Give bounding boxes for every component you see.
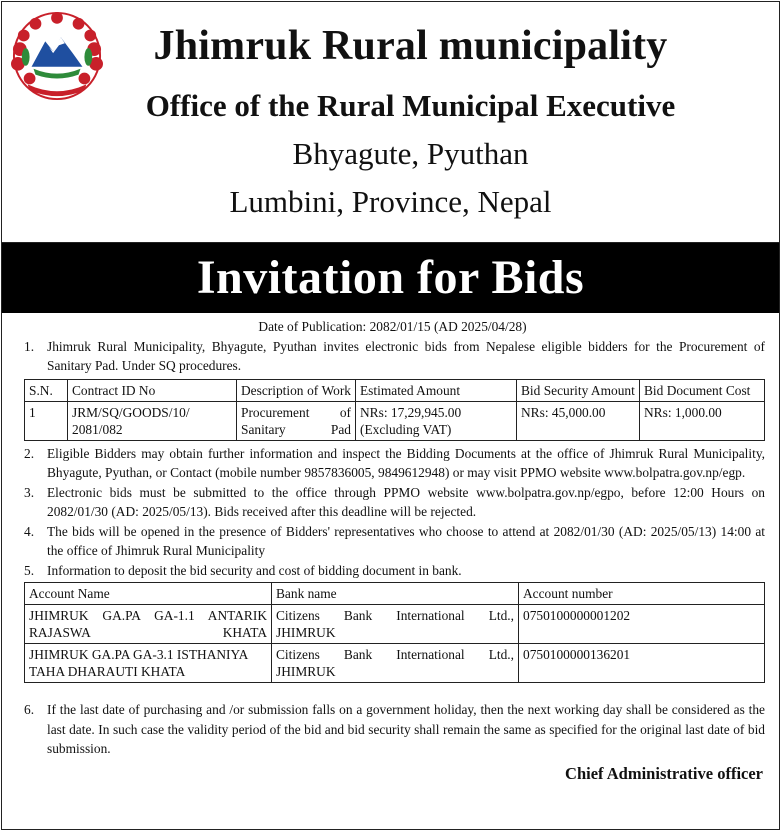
municipality-title: Jhimruk Rural municipality	[153, 23, 668, 69]
cell-account-name: JHIMRUK GA.PA GA-3.1 ISTHANIYA TAHA DHARAUTI KHATA	[25, 644, 272, 683]
province-line: Lumbini, Province, Nepal	[229, 184, 552, 219]
cell-cost: NRs: 1,000.00	[640, 401, 765, 440]
header	[2, 2, 779, 243]
point-3: 3. Electronic bids must be submitted to the office through PPMO website www.bolpatra.gov.np/egpo, before 12:00 Hours on 2082/01/30 (AD: 2025/05/13). Bids received after this deadline will be rejected.	[24, 484, 765, 519]
publication-date: Date of Publication: 2082/01/15 (AD 2025/04/28)	[258, 319, 527, 334]
bid-table	[24, 379, 765, 441]
column-header: Bank name	[272, 583, 519, 605]
cell-account-number: 0750100000001202	[519, 605, 765, 644]
column-header: Bid Security Amount	[517, 379, 640, 401]
column-header: Bid Document Cost	[640, 379, 765, 401]
column-header: Account Name	[25, 583, 272, 605]
bank-table	[24, 582, 765, 683]
cell-description: Procurement of Sanitary Pad	[237, 401, 356, 440]
cell-account-number: 0750100000136201	[519, 644, 765, 683]
notice-page	[1, 1, 780, 830]
cell-security: NRs: 45,000.00	[517, 401, 640, 440]
table-header-row	[25, 583, 765, 605]
cell-sn: 1	[25, 401, 68, 440]
point-1: 1. Jhimruk Rural Municipality, Bhyagute, Pyuthan invites electronic bids from Nepalese eligible bidders for the Procurement of Sanitary Pad. Under SQ procedures.	[24, 338, 765, 373]
column-header: S.N.	[25, 379, 68, 401]
address-line: Bhyagute, Pyuthan	[292, 136, 529, 171]
cell-account-name: JHIMRUK GA.PA GA-1.1 ANTARIK RAJASWA KHATA	[25, 605, 272, 644]
column-header: Estimated Amount	[356, 379, 517, 401]
signature: Chief Administrative officer	[565, 763, 763, 783]
cell-estimated: NRs: 17,29,945.00 (Excluding VAT)	[356, 401, 517, 440]
column-header: Contract ID No	[68, 379, 237, 401]
point-6: 6. If the last date of purchasing and /or submission falls on a government holiday, then the next working day shall be considered as the last date. In such case the validity period of the bid and bid security shall remain the same as specified for the original last date of bid submission.	[24, 702, 765, 756]
table-row	[25, 401, 765, 440]
column-header: Account number	[519, 583, 765, 605]
table-row	[25, 644, 765, 683]
notice-body	[2, 313, 779, 783]
point-2: 2. Eligible Bidders may obtain further information and inspect the Bidding Documents at the office of Jhimruk Rural Municipality, Bhyagute, Pyuthan, or Contact (mobile number 9857836005, 9849612948) or may visit PPMO website www.bolpatra.gov.np/egp.	[24, 445, 765, 480]
cell-bank-name: Citizens Bank International Ltd., JHIMRUK	[272, 644, 519, 683]
table-header-row	[25, 379, 765, 401]
table-row	[25, 605, 765, 644]
cell-bank-name: Citizens Bank International Ltd., JHIMRUK	[272, 605, 519, 644]
invitation-banner: Invitation for Bids	[2, 243, 779, 313]
cell-contract-id: JRM/SQ/GOODS/10/ 2081/082	[68, 401, 237, 440]
point-4: 4. The bids will be opened in the presence of Bidders' representatives who choose to attend at 2082/01/30 (AD: 2025/05/13) 14:00 at the office of Jhimruk Rural Municipality	[24, 523, 765, 558]
office-title: Office of the Rural Municipal Executive	[145, 88, 676, 123]
column-header: Description of Work	[237, 379, 356, 401]
point-5: 5. Information to deposit the bid security and cost of bidding document in bank.	[24, 562, 462, 578]
